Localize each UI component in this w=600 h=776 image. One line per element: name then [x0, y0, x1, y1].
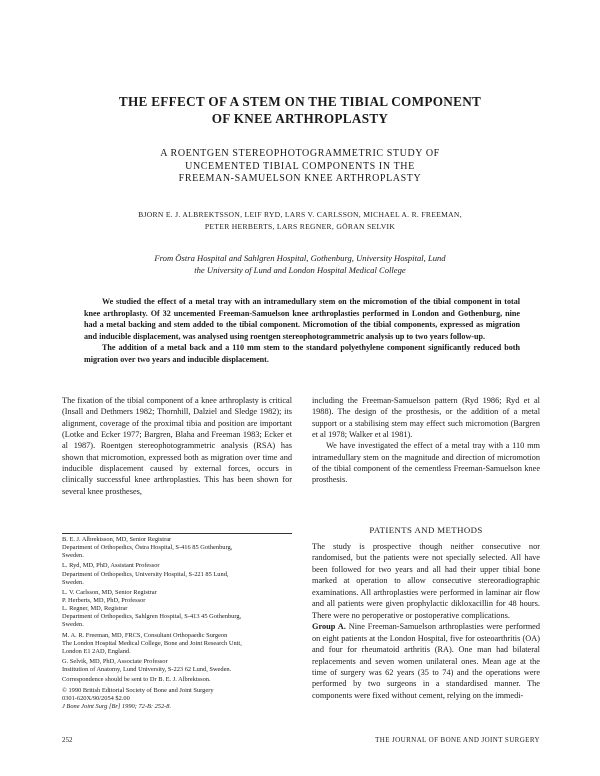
footnote-divider [62, 533, 292, 534]
footnote-line: P. Herberts, MD, PhD, Professor [62, 597, 146, 605]
correspondence-note: Correspondence should be sent to Dr B. E. J. Albrektsson. [62, 676, 211, 684]
footnote-line: Sweden. [62, 578, 84, 586]
article-title-line: THE EFFECT OF A STEM ON THE TIBIAL COMPONENT [118, 94, 482, 109]
footnote [62, 589, 292, 629]
footnote [62, 536, 292, 560]
section-heading: PATIENTS AND METHODS [369, 525, 483, 535]
footnote-line: © 1990 British Editorial Society of Bone and Joint Surgery [62, 686, 214, 694]
footnote [62, 676, 292, 684]
intro-right-column [312, 395, 540, 486]
footnote-line: 0301-620X/90/2054 $2.00 [62, 694, 130, 702]
footnote-line: Department of Orthopedics, Sahlgren Hospital, S-413 45 Gothenburg, [62, 613, 242, 621]
author-footnotes [62, 536, 292, 713]
footnote-line: Department of Orthopedics, University Hospital, S-221 85 Lund, [62, 570, 229, 578]
footnote-line: L. Ryd, MD, PhD, Assistant Professor [62, 562, 160, 570]
intro-paragraph: The fixation of the tibial component of a knee arthroplasty is critical (Insall and Dethmers 1982; Thornhill, Dalziel and Sledge 1982); its alignment, coverage of the proximal tibia and position are important (Lotke and Ecker 1977; Bargren, Blaha and Freeman 1983; Ecker et al 1987). Roentgen stereophotogrammetric analysis (RSA) has shown that micromotion, expressed both as migration over time and inducible displacement caused by external forces, occurs in clinically successful knee arthroplasties. This has been shown for several knee prostheses, [62, 396, 292, 496]
footnote [62, 658, 292, 674]
affiliation [40, 252, 560, 276]
footnote [62, 632, 292, 656]
intro-paragraph: including the Freeman-Samuelson pattern (Ryd 1986; Ryd et al 1988). The design of the prosthesis, or the addition of a metal support or a stabilising stem may effect such micromotion (Bargren et al 1978; Walker et al 1981). [312, 396, 540, 440]
copyright-note [62, 687, 292, 711]
author-line: PETER HERBERTS, LARS REGNER, GÖRAN SELVIK [204, 221, 396, 231]
subtitle-line: A ROENTGEN STEREOPHOTOGRAMMETRIC STUDY OF [160, 148, 440, 159]
footnote-line: L. Regner, MD, Registrar [62, 605, 128, 613]
footnote-line: L. V. Carlsson, MD, Senior Registrar [62, 588, 157, 596]
journal-name: THE JOURNAL OF BONE AND JOINT SURGERY [375, 736, 540, 744]
group-label: Group A. [312, 622, 346, 632]
footnote-line: Sweden. [62, 621, 84, 629]
intro-paragraph: We have investigated the effect of a metal tray with a 110 mm intramedullary stem on the magnitude and direction of micromotion of the tibial component of the cementless Freeman-Samuelson knee prosthesis. [312, 441, 540, 485]
footnote-line: B. E. J. Albrektsson, MD, Senior Registrar [62, 536, 172, 543]
article-title-line: OF KNEE ARTHROPLASTY [211, 111, 389, 126]
footnote-line: The London Hospital Medical College, Bone and Joint Research Unit, [62, 639, 242, 647]
footnote-line: Institution of Anatomy, Lund University, S-223 62 Lund, Sweden. [62, 666, 232, 674]
author-line: BJORN E. J. ALBREKTSSON, LEIF RYD, LARS V. CARLSSON, MICHAEL A. R. FREEMAN, [138, 210, 462, 219]
author-list [40, 209, 560, 232]
footnote-line: London E1 2AD, England. [62, 647, 131, 655]
article-title [40, 93, 560, 127]
affiliation-line: the University of Lund and London Hospital Medical College [194, 265, 406, 275]
abstract-paragraph: We studied the effect of a metal tray with an intramedullary stem on the micromotion of the tibial component in total knee arthroplasty. Of 32 uncemented Freeman-Samuelson knee arthroplasties performed in London and Gothenburg, nine had a metal backing and stem added to the tibial component. Micromotion of the tibial components, expressed as migration and inducible displacement, was analysed using roentgen stereophotogrammetric analysis up to two years follow-up. [84, 297, 520, 341]
footnote-line: M. A. R. Freeman, MD, FRCS, Consultant Orthopaedic Surgeon [62, 631, 228, 639]
subtitle-line: FREEMAN-SAMUELSON KNEE ARTHROPLASTY [178, 173, 422, 185]
page-number: 252 [62, 736, 73, 744]
article-subtitle [60, 148, 540, 186]
methods-paragraph: The study is prospective though neither consecutive nor randomised, but the patients were not specially selected. All have been followed for two years and all had their upper tibial bone marked at operation to allow consecutive stereoradiographic examinations. All arthroplasties were performed in laminar air flow and all patients were given prophylactic dikloxacillin for 48 hours. There were no peroperative or postoperative complications. [312, 542, 540, 620]
abstract [84, 296, 520, 365]
affiliation-line: From Östra Hospital and Sahlgren Hospital, Gothenburg, University Hospital, Lund [154, 253, 446, 263]
intro-left-column [62, 395, 292, 497]
abstract-paragraph: The addition of a metal back and a 110 mm stem to the standard polyethylene component significantly reduced both migration over two years and inducible displacement. [84, 343, 520, 364]
methods-text: Nine Freeman-Samuelson arthroplasties were performed on eight patients at the London Hospital, five for osteoarthritis (OA) and four for rheumatoid arthritis (RA). One man had bilateral replacements and seven women unilateral ones. Mean age at the time of surgery was 62 years (35 to 74) and the operations were performed by two surgeons in a standardised manner. The components were fixed without cement, relying on the immedi- [312, 622, 540, 700]
footnote-line: Sweden. [62, 552, 84, 560]
methods-paragraph [312, 621, 540, 701]
subtitle-line: UNCEMENTED TIBIAL COMPONENTS IN THE [185, 160, 415, 172]
footnote [62, 562, 292, 586]
footnote-line: Department of Orthopedics, Östra Hospital, S-416 85 Gothenburg, [62, 544, 233, 552]
methods-column [312, 541, 540, 701]
footnote-line: G. Selvik, MD, PhD, Associate Professor [62, 658, 168, 666]
citation-line: J Bone Joint Surg [Br] 1990; 72-B: 252-8. [62, 702, 172, 710]
